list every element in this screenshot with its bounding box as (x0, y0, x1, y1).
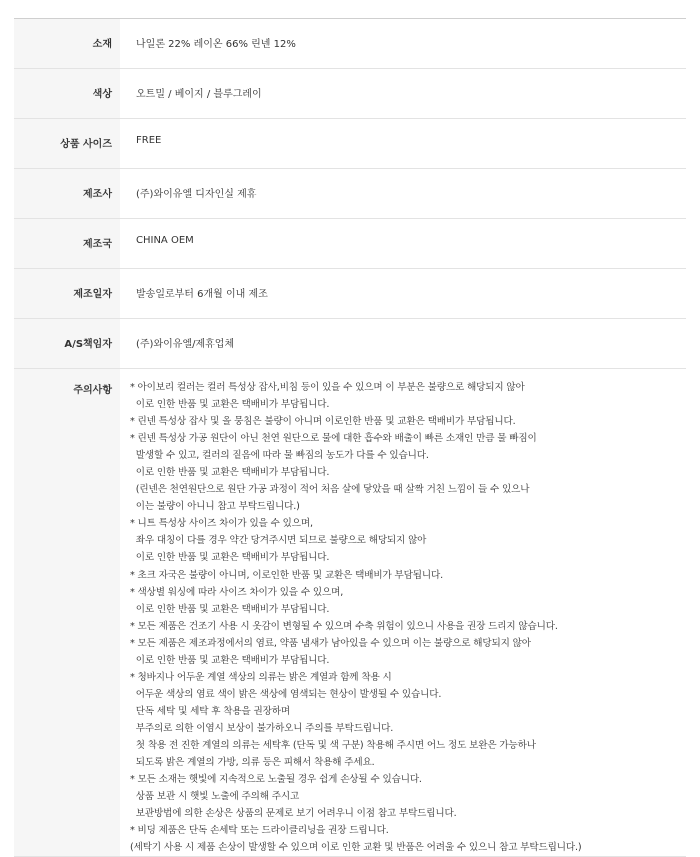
precaution-line: 발생할 수 있고, 컬러의 짙음에 따라 물 빠짐의 농도가 다를 수 있습니다. (130, 450, 429, 462)
precaution-line: 이로 인한 반품 및 교환은 택배비가 부담됩니다. (130, 552, 330, 564)
label-manufacture-date: 제조일자 (14, 269, 120, 319)
row-material (14, 19, 686, 69)
precaution-line: 이는 불량이 아니니 참고 부탁드립니다.) (130, 501, 300, 513)
precautions-text (120, 369, 686, 857)
precaution-line: * 아이보리 컬러는 컬러 특성상 잡사,비침 등이 있을 수 있으며 이 부분은 불량으로 해당되지 않아 (130, 382, 525, 393)
label-precautions: 주의사항 (14, 369, 120, 857)
precaution-line: * 색상별 워싱에 따라 사이즈 차이가 있을 수 있으며, (130, 586, 344, 598)
precaution-line: * 린넨 특성상 잡사 및 올 뭉침은 불량이 아니며 이로인한 반품 및 교환은 택배비가 부담됩니다. (130, 416, 516, 428)
row-color (14, 69, 686, 119)
label-color: 색상 (14, 69, 120, 119)
precautions-lines (130, 379, 686, 856)
row-manufacturer (14, 169, 686, 219)
precaution-line: 좌우 대칭이 다를 경우 약간 당겨주시면 되므로 불량으로 해당되지 않아 (130, 535, 427, 547)
precaution-line: 부주의로 의한 이염시 보상이 불가하오니 주의를 부탁드립니다. (130, 722, 394, 734)
row-precautions (14, 369, 686, 857)
row-manufacture-date (14, 269, 686, 319)
value-manufacturer: (주)와이유엘 디자인실 제휴 (120, 169, 686, 219)
precaution-line: 이로 인한 반품 및 교환은 택배비가 부담됩니다. (130, 654, 330, 666)
row-country (14, 219, 686, 269)
precaution-line: 보관방법에 의한 손상은 상품의 문제로 보기 어려우니 이점 참고 부탁드립니다. (130, 808, 457, 820)
precaution-line: (세탁기 사용 시 제품 손상이 발생할 수 있으며 이로 인한 교환 및 반품은 어려울 수 있으니 참고 부탁드립니다.) (130, 842, 582, 854)
precaution-line: (린넨은 천연원단으로 원단 가공 과정이 적어 처음 살에 닿았을 때 살짝 거친 느낌이 들 수 있으나 (130, 484, 530, 496)
precaution-line: * 초크 자국은 불량이 아니며, 이로인한 반품 및 교환은 택배비가 부담됩니다. (130, 569, 443, 581)
product-info-table-wrapper (14, 18, 686, 857)
precaution-line: * 모든 제품은 건조기 사용 시 옷감이 변형될 수 있으며 수축 위험이 있으니 사용을 권장 드리지 않습니다. (130, 620, 558, 632)
precaution-line: 어두운 색상의 염료 색이 밝은 색상에 염색되는 현상이 발생될 수 있습니다. (130, 688, 442, 700)
precaution-line: 되도록 밝은 계열의 가방, 의류 등은 피해서 착용해 주세요. (130, 757, 375, 769)
precaution-line: * 청바지나 어두운 계열 색상의 의류는 밝은 계열과 함께 착용 시 (130, 671, 392, 683)
precaution-line: * 모든 소재는 햇빛에 지속적으로 노출될 경우 쉽게 손상될 수 있습니다. (130, 774, 422, 786)
label-country: 제조국 (14, 219, 120, 269)
value-manufacture-date: 발송일로부터 6개월 이내 제조 (120, 269, 686, 319)
precaution-line: * 린넨 특성상 가공 원단이 아닌 천연 원단으로 물에 대한 흡수와 배출이 빠른 소재인 만큼 물 빠짐이 (130, 433, 537, 445)
precaution-line: 상품 보관 시 햇빛 노출에 주의해 주시고 (130, 791, 300, 803)
precaution-line: * 모든 제품은 제조과정에서의 염료, 약품 냄새가 남아있을 수 있으며 이는 불량으로 해당되지 않아 (130, 637, 531, 649)
value-color: 오트밀 / 베이지 / 블루그레이 (120, 69, 686, 119)
precaution-line: 첫 착용 전 진한 계열의 의류는 세탁후 (단독 및 색 구분) 착용해 주시면 어느 정도 보완은 가능하나 (130, 739, 536, 751)
value-country: CHINA OEM (120, 219, 686, 269)
value-size: FREE (120, 119, 686, 169)
precaution-line: * 니트 특성상 사이즈 차이가 있을 수 있으며, (130, 518, 313, 530)
precaution-line: 이로 인한 반품 및 교환은 택배비가 부담됩니다. (130, 467, 330, 479)
precaution-line: 이로 인한 반품 및 교환은 택배비가 부담됩니다. (130, 399, 330, 411)
precaution-line: 이로 인한 반품 및 교환은 택배비가 부담됩니다. (130, 603, 330, 615)
product-info-table (14, 18, 686, 857)
precaution-line: 단독 세탁 및 세탁 후 착용을 권장하며 (130, 705, 290, 717)
value-material: 나일론 22% 레이온 66% 린넨 12% (120, 19, 686, 69)
label-size: 상품 사이즈 (14, 119, 120, 169)
label-material: 소재 (14, 19, 120, 69)
value-as-manager: (주)와이유엘/제휴업체 (120, 319, 686, 369)
label-manufacturer: 제조사 (14, 169, 120, 219)
row-as-manager (14, 319, 686, 369)
label-as-manager: A/S책임자 (14, 319, 120, 369)
row-size (14, 119, 686, 169)
precaution-line: * 비딩 제품은 단독 손세탁 또는 드라이클리닝을 권장 드립니다. (130, 825, 389, 837)
